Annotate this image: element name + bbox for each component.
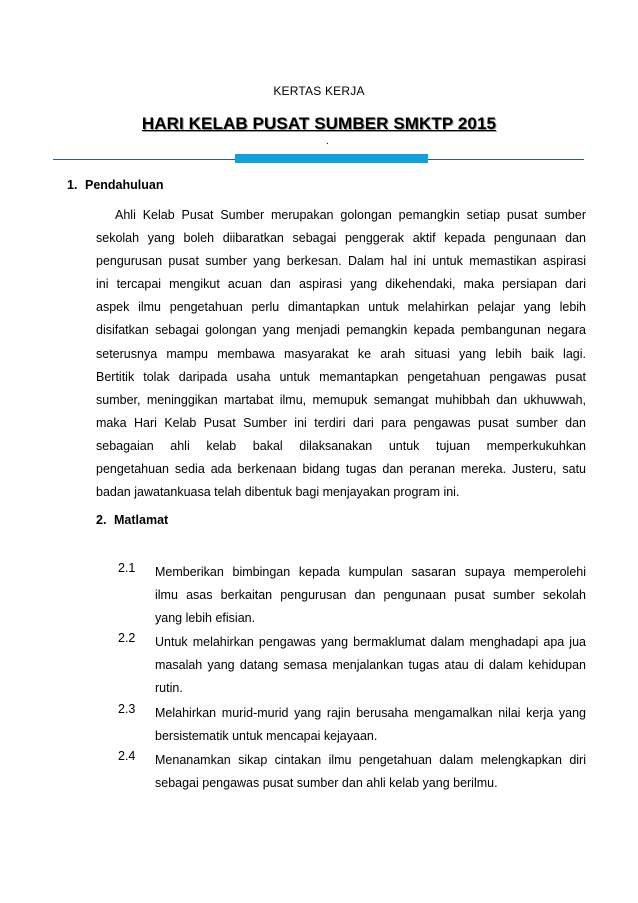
section-1-number: 1. bbox=[67, 178, 78, 192]
list-item-line: Melahirkan murid-murid yang rajin berusaha mengamalkan nilai kerja yang bbox=[155, 705, 586, 720]
paragraph-line: sebagaian ahli kelab bakal dilaksanakan untuk tujuan memperkukuhkan bbox=[96, 438, 586, 453]
paragraph-line: disifatkan sebagai golongan yang menjadi pemangkin kepada pembangunan negara bbox=[96, 323, 586, 338]
header-accent-bar bbox=[235, 154, 428, 163]
list-item bbox=[118, 561, 586, 630]
list-item-line: bersistematik untuk mencapai kejayaan. bbox=[155, 728, 378, 743]
list-item-number: 2.2 bbox=[118, 631, 136, 646]
paragraph-line: badan jawatankuasa telah dibentuk bagi menjayakan program ini. bbox=[96, 485, 460, 500]
list-item-number: 2.1 bbox=[118, 561, 136, 575]
list-item-line: sebagai pengawas pusat sumber dan ahli kelab yang berilmu. bbox=[155, 775, 498, 790]
title-dot: . bbox=[326, 136, 329, 147]
list-item bbox=[118, 702, 586, 748]
list-item bbox=[118, 631, 586, 700]
paragraph-line: sumber, meninggikan martabat ilmu, memupuk semangat muhibbah dan ukhuwwah, bbox=[96, 392, 586, 407]
paragraph-line: ini tercapai mengikut acuan dan aspirasi yang dikehendaki, maka persiapan dari bbox=[96, 277, 586, 292]
paragraph-line: pengurusan pusat sumber yang berkesan. Dalam hal ini untuk memastikan aspirasi bbox=[96, 254, 586, 269]
list-item-line: rutin. bbox=[155, 681, 183, 696]
list-item-line: yang lebih efisian. bbox=[155, 611, 256, 626]
paragraph-line: pengetahuan sedia ada berkenaan bidang tugas dan peranan mereka. Justeru, satu bbox=[96, 462, 586, 477]
objectives-list bbox=[118, 561, 586, 796]
section-1-paragraph bbox=[96, 204, 586, 504]
list-item-line: Untuk melahirkan pengawas yang bermaklumat dalam menghadapi apa jua bbox=[155, 635, 586, 650]
list-item-line: Menanamkan sikap cintakan ilmu pengetahuan dalam melengkapkan diri bbox=[155, 752, 586, 767]
paragraph-line: sekolah yang boleh diibaratkan sebagai penggerak aktif kepada pengunaan dan bbox=[96, 231, 586, 246]
paragraph-line: Ahli Kelab Pusat Sumber merupakan golongan pemangkin setiap pusat sumber bbox=[115, 208, 586, 222]
section-1-heading bbox=[67, 178, 163, 192]
document-label: KERTAS KERJA bbox=[273, 84, 365, 98]
list-item-line: ilmu asas berkaitan pengurusan dan pengunaan pusat sumber sekolah bbox=[155, 588, 586, 603]
list-item-number: 2.4 bbox=[118, 748, 136, 763]
list-item-line: masalah yang datang semasa menjalankan tugas atau di dalam kehidupan bbox=[155, 658, 586, 673]
section-2-heading bbox=[96, 513, 168, 527]
paragraph-line: aspek ilmu pengetahuan perlu dimantapkan untuk melahirkan pelajar yang lebih bbox=[96, 300, 586, 315]
list-item-number: 2.3 bbox=[118, 701, 136, 716]
paragraph-line: Bertitik tolak daripada usaha untuk memantapkan pengetahuan pengawas pusat bbox=[96, 369, 586, 384]
paragraph-line: maka Hari Kelab Pusat Sumber ini terdiri dari para pengawas pusat sumber dan bbox=[96, 415, 586, 430]
list-item bbox=[118, 749, 586, 795]
document-title: HARI KELAB PUSAT SUMBER SMKTP 2015 bbox=[141, 114, 497, 133]
section-2-title: Matlamat bbox=[114, 513, 169, 527]
paragraph-line: seterusnya mampu membawa masyarakat ke arah situasi yang lebih baik lagi. bbox=[96, 346, 586, 361]
list-item-line: Memberikan bimbingan kepada kumpulan sasaran supaya memperolehi bbox=[155, 565, 586, 579]
section-1-title: Pendahuluan bbox=[85, 178, 164, 192]
section-2-number: 2. bbox=[96, 513, 107, 527]
